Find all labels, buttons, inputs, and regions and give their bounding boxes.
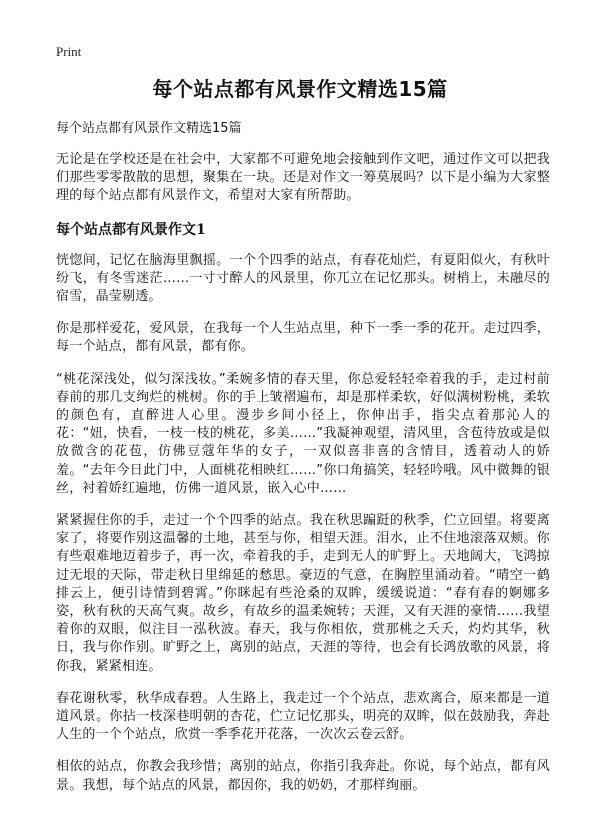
- paragraph-1: 恍惚间，记忆在脑海里飘摇。一个个四季的站点，有春花灿烂，有夏阳似火，有秋叶纷飞，有冬雪迷茫……一寸寸醉人的风景里，你兀立在记忆那头。树梢上，未融尽的宿雪，晶莹剔透。: [56, 252, 550, 305]
- article-subtitle: 每个站点都有风景作文精选15篇: [56, 121, 242, 136]
- paragraph-2: 你是那样爱花，爱风景，在我每一个人生站点里，种下一季一季的花开。走过四季，每一个站点，都有风景，都有你。: [56, 321, 550, 355]
- paragraph-5: 春花谢秋零，秋华成春碧。人生路上，我走过一个个站点，悲欢离合，原来都是一道道风景。你拈一枝深巷明朝的杏花，伫立记忆那头，明亮的双眸，似在鼓励我，奔赴人生的一个个站点，欣赏一季季花开花落，一次次云卷云舒。: [56, 690, 550, 743]
- print-label: Print: [56, 44, 82, 59]
- page-title: 每个站点都有风景作文精选15篇: [152, 77, 448, 101]
- section-heading: 每个站点都有风景作文1: [56, 221, 206, 238]
- paragraph-6: 相依的站点，你教会我珍惜；离别的站点，你指引我奔赴。你说，每个站点，都有风景。我想，每个站点的风景，都因你，我的奶奶，才那样绚丽。: [56, 759, 550, 793]
- article-body: [56, 120, 550, 809]
- paragraph-4: 紧紧握住你的手，走过一个个四季的站点。我在秋思蹁跹的秋季，伫立回望。将要离家了，将要作别这温馨的土地，甚至与你，相望天涯。泪水，止不住地滚落双颊。你有些艰难地迈着步子，再一次，牵着我的手，走到无人的旷野上。天地阔大，飞鸿掠过无垠的天际，带走秋日里绵延的愁思。豪迈的气意，在胸腔里涌动着。“晴空一鹤排云上，便引诗情到碧霄。”你眯起有些沧桑的双眸，缓缓说道：“春有春的婀娜多姿，秋有秋的天高气爽。故乡，有故乡的温柔婉转；天涯，又有天涯的豪情……我望着你的双眼，似注目一泓秋波。春天，我与你相依，赏那桃之夭夭，灼灼其华，秋日，我与你作别。旷野之上，离别的站点，天涯的等待，也会有长鸿放歌的风景，将你我，紧紧相连。: [56, 513, 550, 674]
- intro-paragraph: 无论是在学校还是在社会中，大家都不可避免地会接触到作文吧，通过作文可以把我们那些零零散散的思想，聚集在一块。还是对作文一筹莫展吗？以下是小编为大家整理的每个站点都有风景作文，希望对大家有所帮助。: [56, 152, 550, 204]
- paragraph-3: “桃花深浅处，似匀深浅妆。”柔婉多情的春天里，你总爱轻轻牵着我的手，走过村前春前的那几支绚烂的桃树。你的手上皱褶遍布，却是那样柔软，好似满树粉桃，柔软的颜色有，直醉进人心里。漫步乡间小径上，你伸出手，指尖点着那沁人的花：“妞，快看，一枝一枝的桃花，多美……”我凝神观望，清风里，含苞待放或是似放微含的花苞，仿佛豆蔻年华的女子，一双似喜非喜的含情目，透着动人的娇羞。“去年今日此门中，人面桃花相映红……”你口角搞笑，轻轻吟哦。风中微舞的银丝，衬着娇红遍地，仿佛一道风景，嵌入心中……: [56, 371, 550, 496]
